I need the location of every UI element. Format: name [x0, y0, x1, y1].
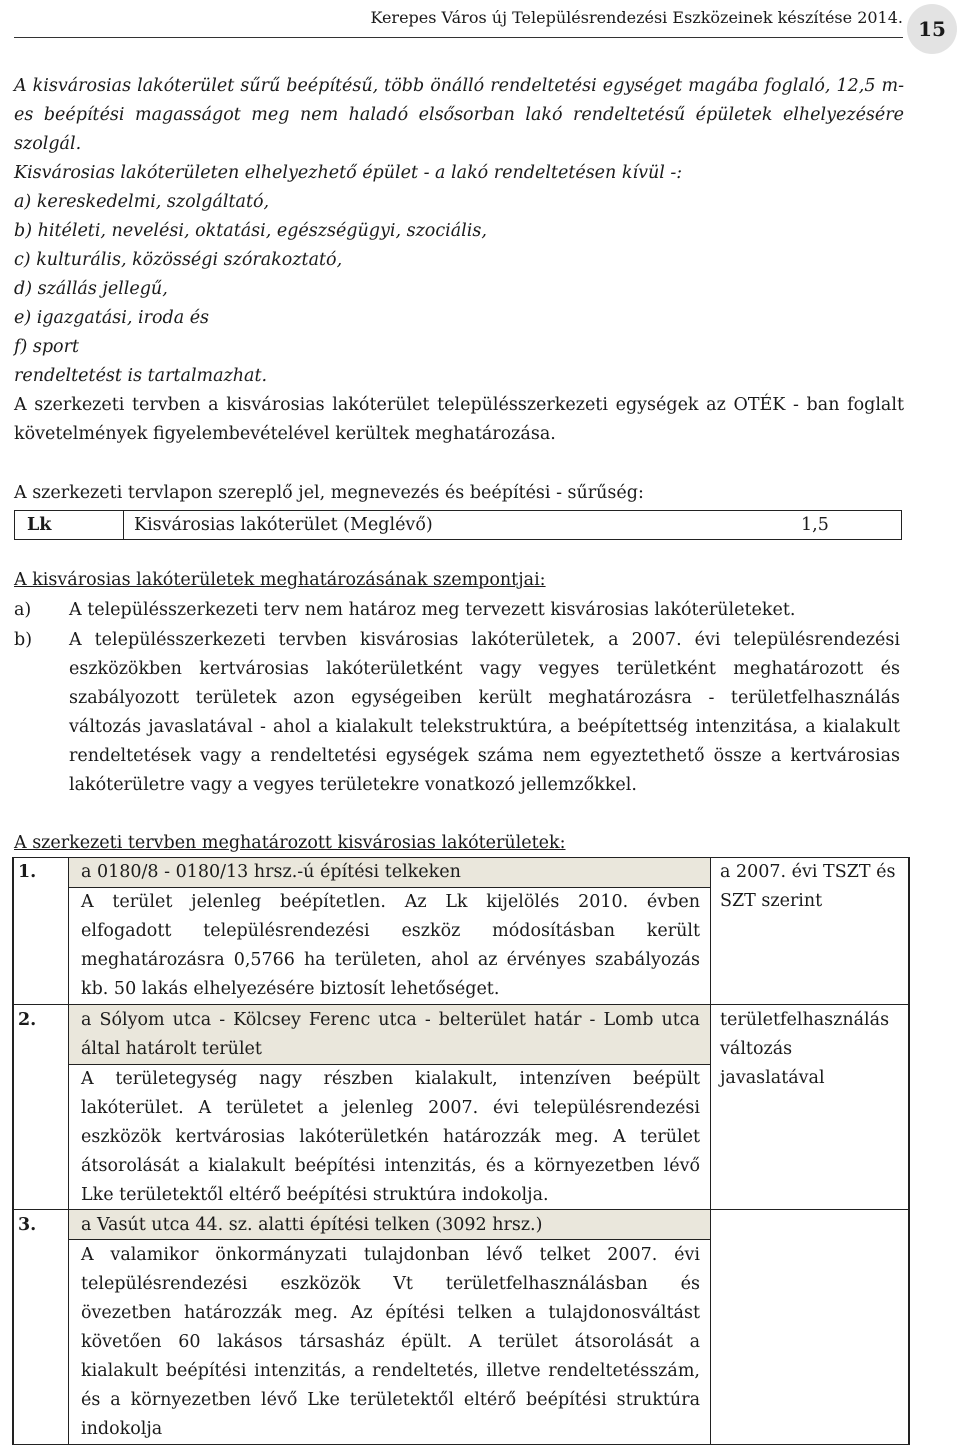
- source-line: területfelhasználás: [720, 1010, 890, 1030]
- criteria-line: rendeltetések vagy a rendeltetési egységek száma nem egyeztethető össze a kertvárosias: [69, 746, 900, 766]
- intro-line: rendeltetést is tartalmazhat.: [14, 366, 268, 386]
- intro-list-item: f) sport: [14, 337, 79, 357]
- jel-table: [14, 510, 902, 540]
- description-line: átsorolását a kialakult beépítési intenzitás, és a környezetben lévő: [81, 1156, 700, 1176]
- criteria-letter: a): [14, 600, 32, 620]
- location-line: által határolt terület: [81, 1039, 262, 1059]
- criteria-text: [69, 626, 900, 800]
- jel-code: Lk: [15, 511, 124, 539]
- row-location: [81, 1211, 701, 1240]
- description-line: településrendezési eszközök Vt területfelhasználásban és: [81, 1274, 700, 1294]
- row-description: [81, 1065, 700, 1210]
- row-number: 1.: [18, 862, 37, 882]
- areas-title: A szerkezeti tervben meghatározott kisvárosias lakóterületek:: [14, 833, 566, 853]
- row-number: 3.: [18, 1215, 37, 1235]
- table-border: [12, 1004, 910, 1005]
- intro-line: szolgál.: [14, 134, 82, 154]
- table-border: [908, 857, 910, 1445]
- intro-list-item: b) hitéleti, nevelési, oktatási, egészségügyi, szociális,: [14, 221, 487, 241]
- criteria-text: [69, 596, 900, 625]
- jel-name: Kisvárosias lakóterület (Meglévő): [134, 515, 433, 535]
- szerkezeti-line: követelmények figyelembevételével kerültek meghatározása.: [14, 424, 556, 444]
- description-line: A terület jelenleg beépítetlen. Az Lk kijelölés 2010. évben: [81, 892, 700, 912]
- criteria-line: szabályozott területek azon egységeiben került meghatározásra - területfelhasználás: [69, 688, 900, 708]
- row-description: [81, 1241, 700, 1444]
- location-line: a Sólyom utca - Kölcsey Ferenc utca - belterület határ - Lomb utca: [81, 1010, 700, 1030]
- table-border: [68, 857, 69, 1445]
- criteria-line: lakóterületre vagy a vegyes területekre vonatkozó jellemzőkkel.: [69, 775, 637, 795]
- description-line: és a környezetben lévő Lke területektől eltérő beépítési struktúra: [81, 1390, 700, 1410]
- intro-list-item: e) igazgatási, iroda és: [14, 308, 210, 328]
- row-location: [81, 1006, 700, 1064]
- description-line: A valamikor önkormányzati tulajdonban lévő telket 2007. évi: [81, 1245, 700, 1265]
- location-line: a Vasút utca 44. sz. alatti építési telken (3092 hrsz.): [81, 1215, 543, 1235]
- source-line: SZT szerint: [720, 891, 823, 911]
- criteria-title: A kisvárosias lakóterületek meghatározásának szempontjai:: [14, 570, 546, 590]
- location-line: a 0180/8 - 0180/13 hrsz.-ú építési telkeken: [81, 862, 461, 882]
- description-line: kialakult beépítési intenzitás, a rendeltetés, illetve rendeltetésszám,: [81, 1361, 700, 1381]
- criteria-line: eszközökben kertvárosias lakóterületként vagy vegyes területként meghatározott és: [69, 659, 900, 679]
- criteria-line: A településszerkezeti terv nem határoz meg tervezett kisvárosias lakóterületeket.: [69, 600, 796, 620]
- description-line: meghatározásra 0,5766 ha területen, ahol az érvényes szabályozás: [81, 950, 700, 970]
- header-title: Kerepes Város új Településrendezési Eszközeinek készítése 2014.: [370, 8, 903, 27]
- page-header: [14, 6, 903, 38]
- description-line: eszközök kertvárosias lakóterületkén határozzák meg. A terület: [81, 1127, 700, 1147]
- description-line: elfogadott településrendezési eszköz módosításban került: [81, 921, 700, 941]
- table-border: [12, 1444, 910, 1445]
- row-location: [81, 858, 701, 887]
- table-border: [710, 857, 711, 1445]
- intro-list-item: a) kereskedelmi, szolgáltató,: [14, 192, 270, 212]
- description-line: A területegység nagy részben kialakult, intenzíven beépült: [81, 1069, 700, 1089]
- intro-list-item: d) szállás jellegű,: [14, 279, 168, 299]
- page-number-badge: 15: [907, 4, 957, 54]
- row-number: 2.: [18, 1010, 37, 1030]
- intro-list-item: c) kulturális, közösségi szórakoztató,: [14, 250, 343, 270]
- jel-density: 1,5: [801, 515, 829, 535]
- intro-line: A kisvárosias lakóterület sűrű beépítésű, több önálló rendeltetési egységet magába foglaló, 12,5 m-: [14, 76, 904, 96]
- source-line: javaslatával: [720, 1068, 825, 1088]
- description-line: lakóterület. A területet a jelenleg 2007. évi településrendezési: [81, 1098, 700, 1118]
- row-source: [720, 858, 904, 916]
- description-line: követően 60 lakásos társasház épült. A terület átsorolását a: [81, 1332, 700, 1352]
- description-line: övezetben határozzák meg. Az építési telken a tulajdonosváltást: [81, 1303, 700, 1323]
- criteria-line: A településszerkezeti tervben kisvárosias lakóterületek, a 2007. évi településrendezési: [69, 630, 900, 650]
- description-line: kb. 50 lakás elhelyezésére biztosít lehetőséget.: [81, 979, 500, 999]
- table-border: [12, 857, 14, 1445]
- jel-section-title: A szerkezeti tervlapon szereplő jel, megnevezés és beépítési - sűrűség:: [14, 483, 644, 503]
- source-line: a 2007. évi TSZT és: [720, 862, 896, 882]
- row-description: [81, 888, 700, 1004]
- intro-line: Kisvárosias lakóterületen elhelyezhető épület - a lakó rendeltetésen kívül -:: [14, 163, 683, 183]
- description-line: Lke területektől eltérő beépítési struktúra indokolja.: [81, 1185, 549, 1205]
- szerkezeti-line: A szerkezeti tervben a kisvárosias lakóterület településszerkezeti egységek az OTÉK - ban foglalt: [14, 395, 904, 415]
- row-source: [720, 1006, 904, 1093]
- description-line: indokolja: [81, 1419, 163, 1439]
- criteria-letter: b): [14, 630, 33, 650]
- intro-line: es beépítési magasságot meg nem haladó elsősorban lakó rendeltetésű épületek elhelyezésére: [14, 105, 904, 125]
- source-line: változás: [720, 1039, 793, 1059]
- criteria-line: változás javaslatával - ahol a kialakult telekstruktúra, a beépítettség intenzitása, a kialakult: [69, 717, 900, 737]
